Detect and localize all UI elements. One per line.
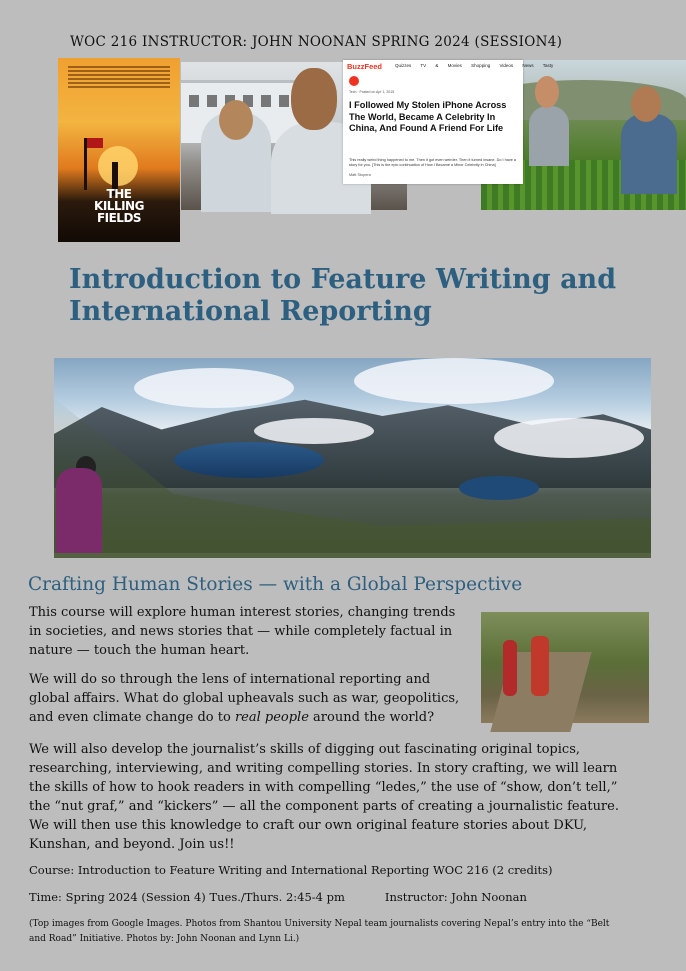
article-dek: This really weird thing happened to me. Then it got even weirder. Then it turned insane. Do I have a story for you. [This is the epic continuation of How I Became a Minor Celebrity in China] (349, 158, 517, 167)
lens-paragraph (29, 670, 469, 727)
lens-text-start: We will do so through the lens of international reporting and global affairs. What do global upheavals such as war, geopolitics, and even climate change do to (29, 672, 460, 725)
killing-fields-poster-image (58, 58, 180, 242)
intro-paragraph (29, 603, 469, 660)
article-byline: Matt Stopera (349, 173, 371, 177)
article-meta: Tech · Posted on Apr 1, 2015 (349, 90, 395, 94)
buzzfeed-article-screenshot (343, 60, 554, 184)
section-subtitle: Crafting Human Stories — with a Global Perspective (28, 574, 523, 595)
article-nav: Quizzes TV & Movies Shopping Videos News Tasty (395, 63, 554, 68)
poster-title-line2: KILLING (94, 199, 144, 213)
poster-title-line3: FIELDS (96, 211, 142, 225)
lens-text-italic: real people (234, 710, 309, 725)
mountain-lake-panorama-photo (54, 358, 651, 553)
time-text: Time: Spring 2024 (Session 4) Tues./Thurs. 2:45-4 pm (29, 890, 345, 904)
photo-credits-footnote: (Top images from Google Images. Photos from Shantou University Nepal team journalists covering Nepal’s entry into the “Belt and Road” Initiative. Photos by: John Noonan and Lynn Li.) (29, 919, 610, 944)
walkers-trail-photo (481, 612, 649, 723)
skills-paragraph (29, 740, 639, 854)
course-line: Course: Introduction to Feature Writing and International Reporting WOC 216 (2 credits) (29, 863, 553, 877)
lens-text-end: around the world? (308, 710, 435, 725)
header-text: WOC 216 INSTRUCTOR: JOHN NOONAN SPRING 2024 (SESSION4) (70, 34, 563, 50)
skills-paragraph-text: We will also develop the journalist’s skills of digging out fascinating original topics, researching, interviewing, and writing compelling stories. In story crafting, we will learn the skills of how to hook readers in with compelling “ledes,” the use of “show, don’t tell,” the “nut graf,” and “kickers” — all the component parts of creating a journalistic feature. We will then use this knowledge to craft our own original feature stories about DKU, Kunshan, and beyond. Join us!! (29, 742, 619, 852)
instructor-text: Instructor: John Noonan (384, 890, 527, 904)
article-badge-icon (349, 76, 359, 86)
page-title: Introduction to Feature Writing and International Reporting (69, 264, 617, 327)
article-headline: I Followed My Stolen iPhone Across The World, Became A Celebrity In China, And Found A Friend For Life (349, 100, 507, 133)
intro-paragraph-text: This course will explore human interest stories, changing trends in societies, and news stories that — while completely factual in nature — touch the human heart. (29, 605, 456, 658)
time-line (29, 890, 527, 904)
poster-title-line1: THE (106, 187, 132, 201)
article-brand: BuzzFeed (347, 62, 383, 71)
